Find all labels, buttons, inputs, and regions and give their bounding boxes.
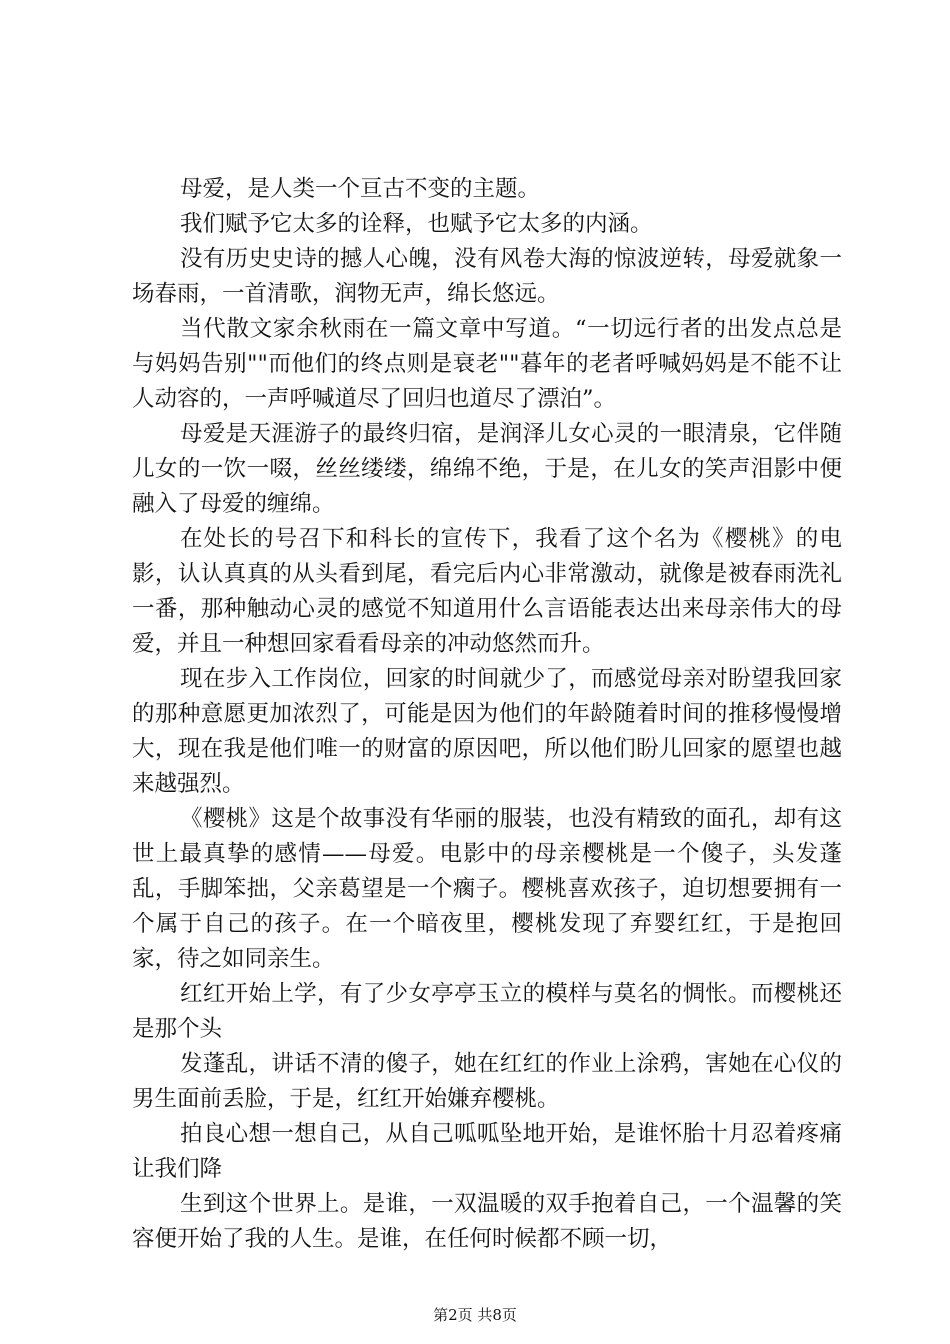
paragraph: 母爱，是人类一个亘古不变的主题。 <box>180 176 541 202</box>
paragraph: 现在步入工作岗位，回家的时间就少了，而感觉母亲对盼望我回家的那种意愿更加浓烈了，可能是因为他们的年龄随着时间的推移慢慢增大，现在我是他们唯一的财富的原因吧，所以他们盼儿回家的愿望也越来越强烈。 <box>132 666 842 797</box>
paragraph: 生到这个世界上。是谁，一双温暖的双手抱着自己，一个温馨的笑容便开始了我的人生。是谁，在任何时候都不顾一切， <box>132 1191 842 1252</box>
paragraph: 我们赋予它太多的诠释，也赋予它太多的内涵。 <box>180 211 653 237</box>
paragraph: 在处长的号召下和科长的宣传下，我看了这个名为《樱桃》的电影，认认真真的从头看到尾，看完后内心非常激动，就像是被春雨洗礼一番，那种触动心灵的感觉不知道用什么言语能表达出来母亲伟大的母爱，并且一种想回家看看母亲的冲动悠然而升。 <box>132 526 842 657</box>
paragraph: 母爱是天涯游子的最终归宿，是润泽儿女心灵的一眼清泉，它伴随儿女的一饮一啜，丝丝缕缕，绵绵不绝，于是，在儿女的笑声泪影中便融入了母爱的缠绵。 <box>132 421 842 517</box>
paragraph: 没有历史史诗的撼人心魄，没有风卷大海的惊波逆转，母爱就象一场春雨，一首清歌，润物无声，绵长悠远。 <box>132 246 842 307</box>
page-number-footer: 第2页 共8页 <box>433 1306 517 1324</box>
paragraph: 当代散文家余秋雨在一篇文章中写道。“一切远行者的出发点总是与妈妈告别""而他们的终点则是衰老""暮年的老者呼喊妈妈是不能不让人动容的，一声呼喊道尽了回归也道尽了漂泊”。 <box>132 316 842 412</box>
paragraph: 《樱桃》这是个故事没有华丽的服装，也没有精致的面孔，却有这世上最真挚的感情——母爱。电影中的母亲樱桃是一个傻子，头发蓬乱，手脚笨拙，父亲葛望是一个瘸子。樱桃喜欢孩子，迫切想要拥有一个属于自己的孩子。在一个暗夜里，樱桃发现了弃婴红红，于是抱回家，待之如同亲生。 <box>132 806 842 972</box>
document-body <box>132 172 842 1257</box>
paragraph: 发蓬乱，讲话不清的傻子，她在红红的作业上涂鸦，害她在心仪的男生面前丢脸，于是，红红开始嫌弃樱桃。 <box>132 1051 842 1112</box>
paragraph: 红红开始上学，有了少女亭亭玉立的模样与莫名的惆怅。而樱桃还是那个头 <box>132 981 842 1042</box>
paragraph: 拍良心想一想自己，从自己呱呱坠地开始，是谁怀胎十月忍着疼痛让我们降 <box>132 1121 842 1182</box>
